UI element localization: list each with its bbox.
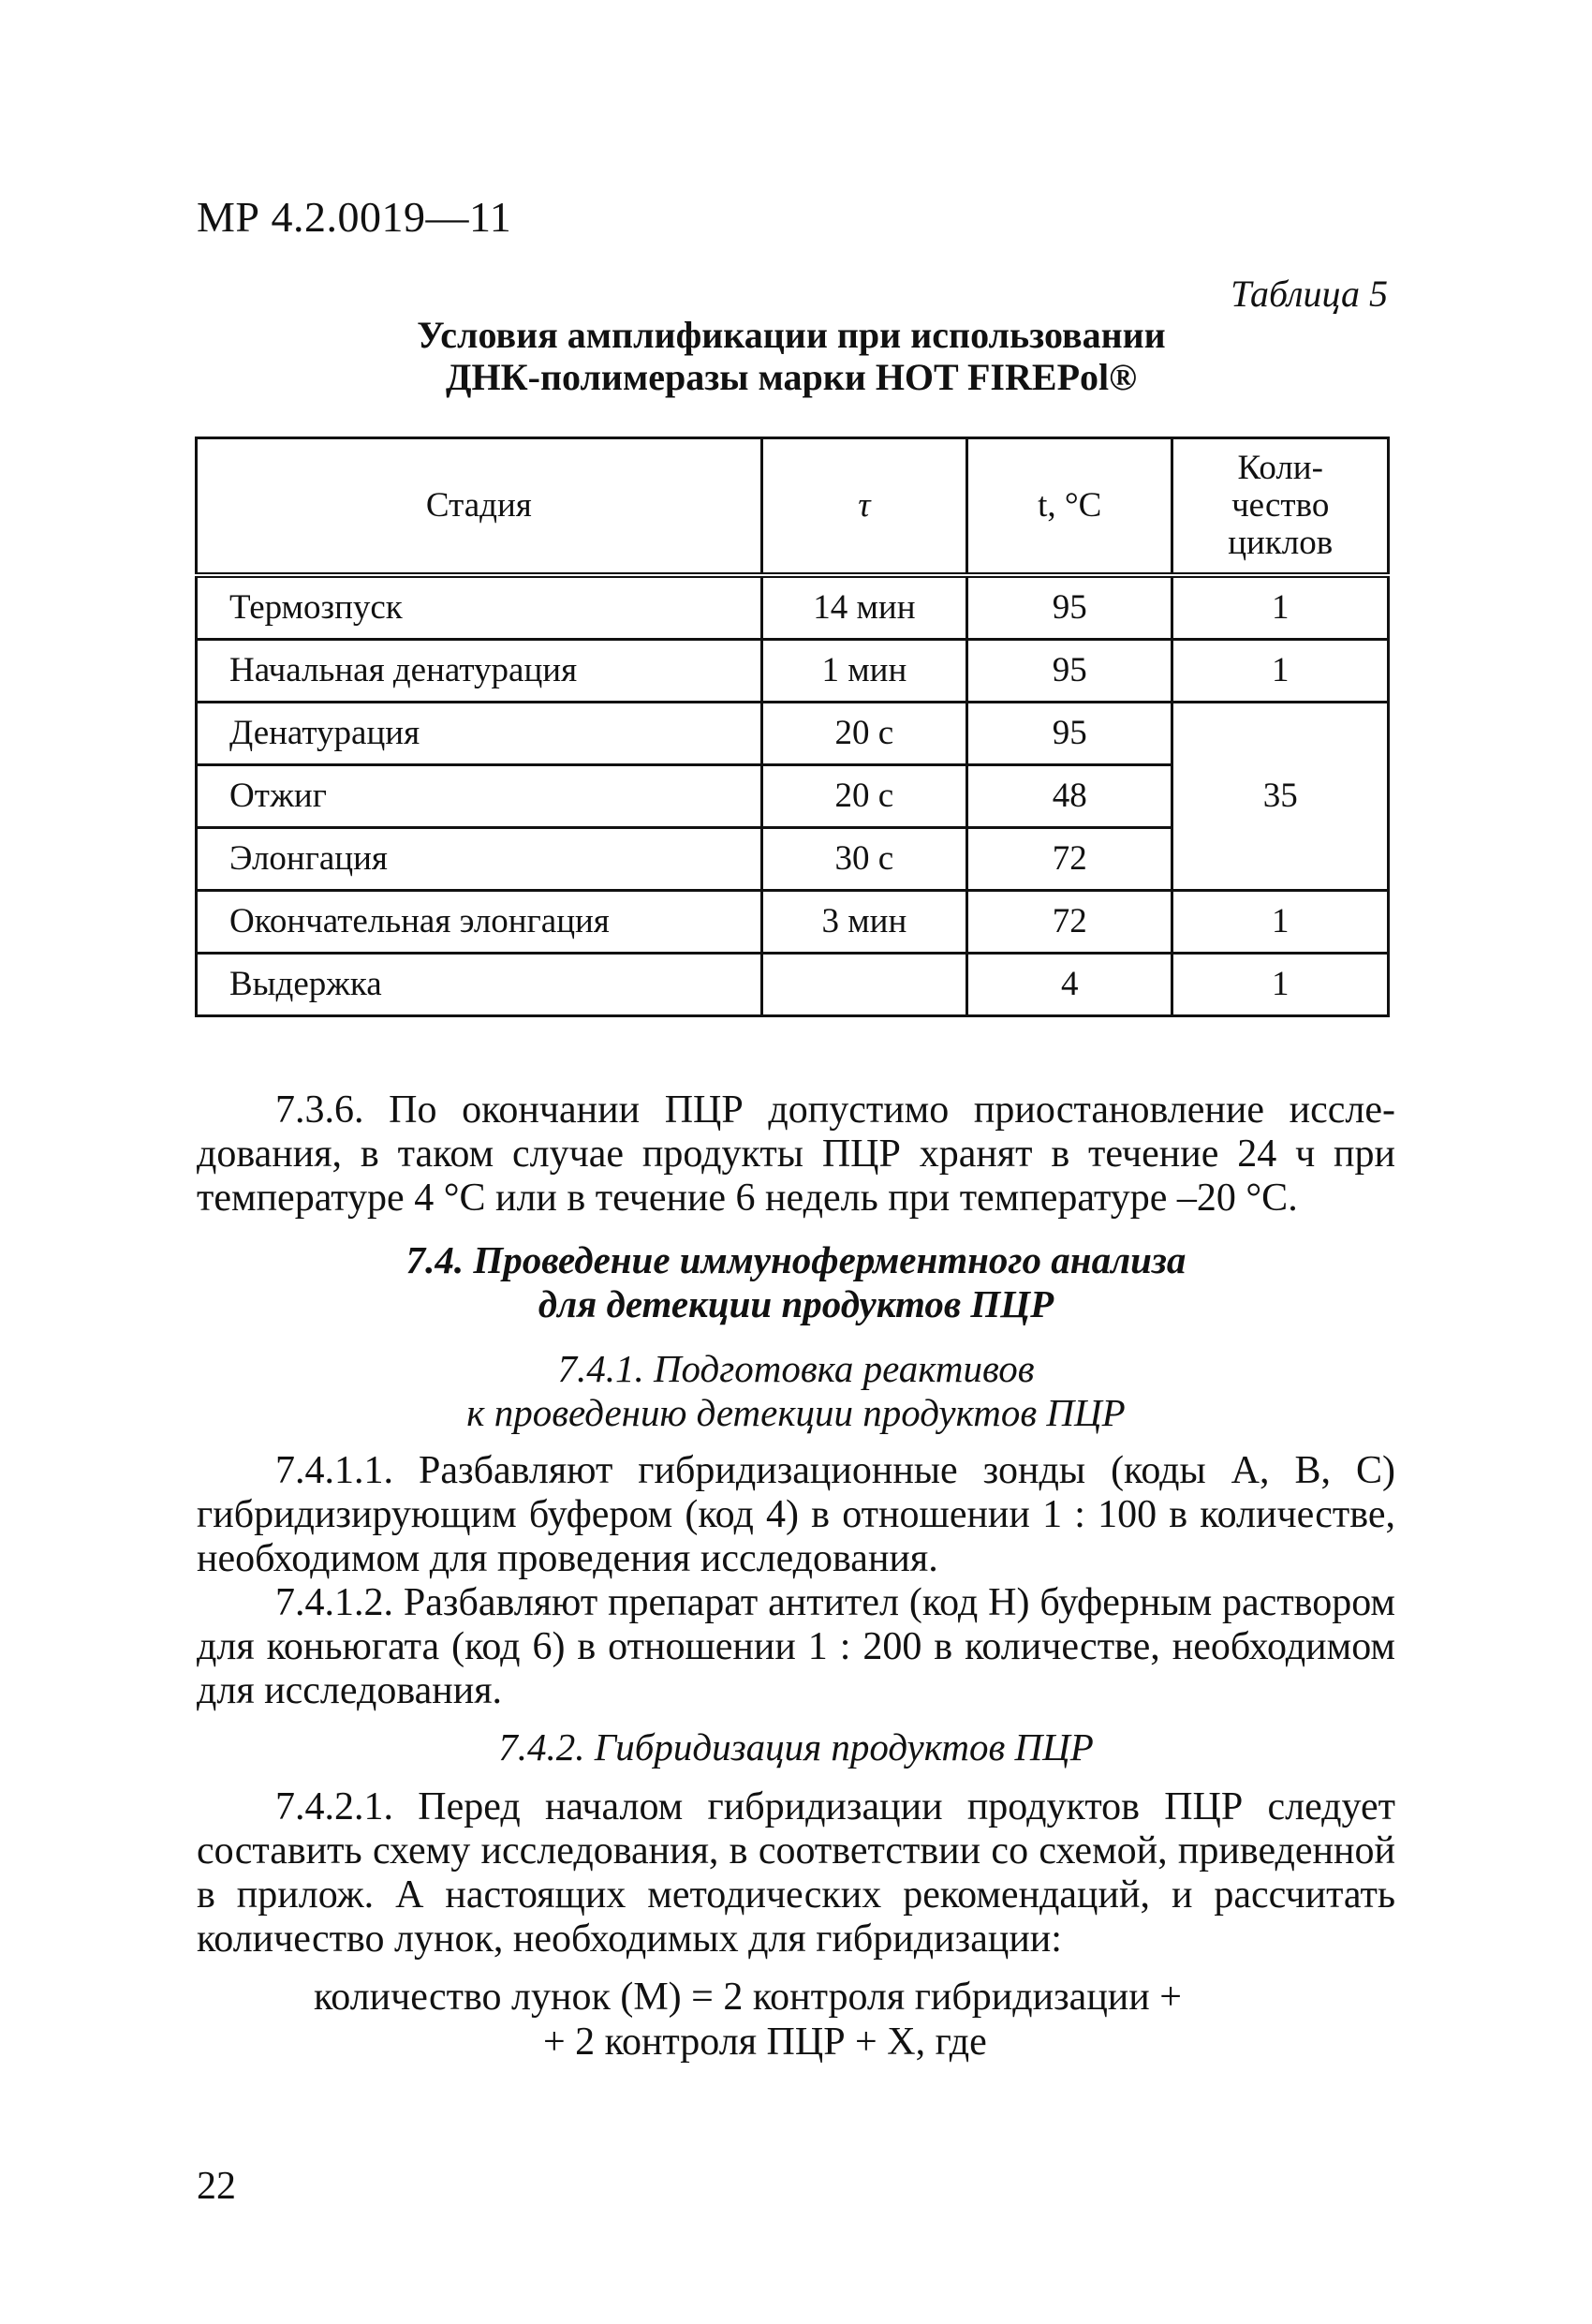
subsection-heading-7-4-1 bbox=[197, 1347, 1395, 1435]
table-header-row bbox=[197, 438, 1389, 575]
cell-cycles-merged: 35 bbox=[1172, 702, 1389, 890]
document-code: МР 4.2.0019—11 bbox=[197, 193, 512, 241]
table-title-line-2: ДНК-полимеразы марки HOT FIREPol® bbox=[445, 356, 1137, 398]
table-row bbox=[197, 953, 1389, 1015]
header-temperature: t, °С bbox=[967, 438, 1172, 575]
header-cycles-line-1: Коли- bbox=[1237, 448, 1323, 487]
wells-formula bbox=[197, 1975, 1395, 2065]
formula-line-2: + 2 контроля ПЦР + X, где bbox=[543, 2021, 987, 2064]
header-cycles bbox=[1172, 438, 1389, 575]
section-heading-line-2: для детекции продуктов ПЦР bbox=[538, 1282, 1054, 1325]
paragraph-7-4-2-1 bbox=[197, 1785, 1395, 1961]
cell-duration: 1 мин bbox=[761, 639, 966, 702]
table-row bbox=[197, 575, 1389, 640]
table-title bbox=[393, 314, 1189, 398]
cell-cycles: 1 bbox=[1172, 639, 1389, 702]
cell-stage: Отжиг bbox=[197, 764, 762, 827]
cell-cycles: 1 bbox=[1172, 890, 1389, 953]
cell-temperature: 95 bbox=[967, 575, 1172, 640]
page-number: 22 bbox=[197, 2165, 236, 2208]
table-row bbox=[197, 890, 1389, 953]
header-duration: τ bbox=[761, 438, 966, 575]
cell-cycles: 1 bbox=[1172, 953, 1389, 1015]
paragraph-7-4-1-2 bbox=[197, 1581, 1395, 1713]
cell-stage: Элонгация bbox=[197, 827, 762, 890]
formula-line-1: количество лунок (М) = 2 контроля гибридизации + bbox=[314, 1976, 1182, 2019]
cell-temperature: 48 bbox=[967, 764, 1172, 827]
cell-duration: 30 с bbox=[761, 827, 966, 890]
header-cycles-line-3: циклов bbox=[1228, 523, 1334, 562]
header-cycles-line-2: чество bbox=[1231, 485, 1330, 525]
cell-duration: 20 с bbox=[761, 764, 966, 827]
table-label: Таблица 5 bbox=[1231, 273, 1388, 315]
cell-temperature: 4 bbox=[967, 953, 1172, 1015]
cell-stage: Термозпуск bbox=[197, 575, 762, 640]
cell-temperature: 72 bbox=[967, 827, 1172, 890]
cell-duration: 3 мин bbox=[761, 890, 966, 953]
cell-temperature: 95 bbox=[967, 639, 1172, 702]
section-heading-line-1: 7.4. Проведение иммуноферментного анализа bbox=[405, 1238, 1187, 1281]
paragraph-7-3-6 bbox=[197, 1088, 1395, 1221]
cell-duration: 14 мин bbox=[761, 575, 966, 640]
paragraph-text: 7.4.1.1. Разбавляют гибридизационные зонды (коды А, В, С) гибридизирующим буфером (код 4) в отношении 1 : 100 в количестве, необходимом для проведения исследования. bbox=[197, 1449, 1395, 1580]
section-heading-7-4 bbox=[197, 1238, 1395, 1326]
table-row bbox=[197, 639, 1389, 702]
amplification-table bbox=[195, 437, 1390, 1017]
cell-stage: Выдержка bbox=[197, 953, 762, 1015]
paragraph-text: 7.3.6. По окончании ПЦР допустимо приостановление исследования, в таком случае продукты ПЦР хранят в течение 24 ч при температуре 4 °С или в течение 6 недель при температуре –20 °С. bbox=[197, 1088, 1395, 1220]
cell-stage: Денатурация bbox=[197, 702, 762, 764]
subsection-heading-line-2: к проведению детекции продуктов ПЦР bbox=[466, 1391, 1126, 1434]
paragraph-7-4-1-1 bbox=[197, 1449, 1395, 1581]
subsection-heading-line-1: 7.4.1. Подготовка реактивов bbox=[557, 1347, 1035, 1390]
table-title-line-1: Условия амплификации при использовании bbox=[417, 314, 1166, 356]
cell-duration bbox=[761, 953, 966, 1015]
paragraph-text: 7.4.1.2. Разбавляют препарат антител (код Н) буферным раствором для коньюгата (код 6) в отношении 1 : 200 в количестве, необходимом для исследования. bbox=[197, 1581, 1395, 1712]
cell-temperature: 95 bbox=[967, 702, 1172, 764]
cell-stage: Начальная денатурация bbox=[197, 639, 762, 702]
subsection-heading-7-4-2: 7.4.2. Гибридизация продуктов ПЦР bbox=[498, 1725, 1094, 1769]
cell-temperature: 72 bbox=[967, 890, 1172, 953]
table-row bbox=[197, 702, 1389, 764]
paragraph-text: 7.4.2.1. Перед началом гибридизации продуктов ПЦР следует составить схему исследования, в соответствии со схемой, приведенной в прилож. А настоящих методических рекомендаций, и рассчитать количество лунок, необходимых для гибридизации: bbox=[197, 1785, 1395, 1961]
cell-cycles: 1 bbox=[1172, 575, 1389, 640]
cell-duration: 20 с bbox=[761, 702, 966, 764]
cell-stage: Окончательная элонгация bbox=[197, 890, 762, 953]
header-stage: Стадия bbox=[197, 438, 762, 575]
